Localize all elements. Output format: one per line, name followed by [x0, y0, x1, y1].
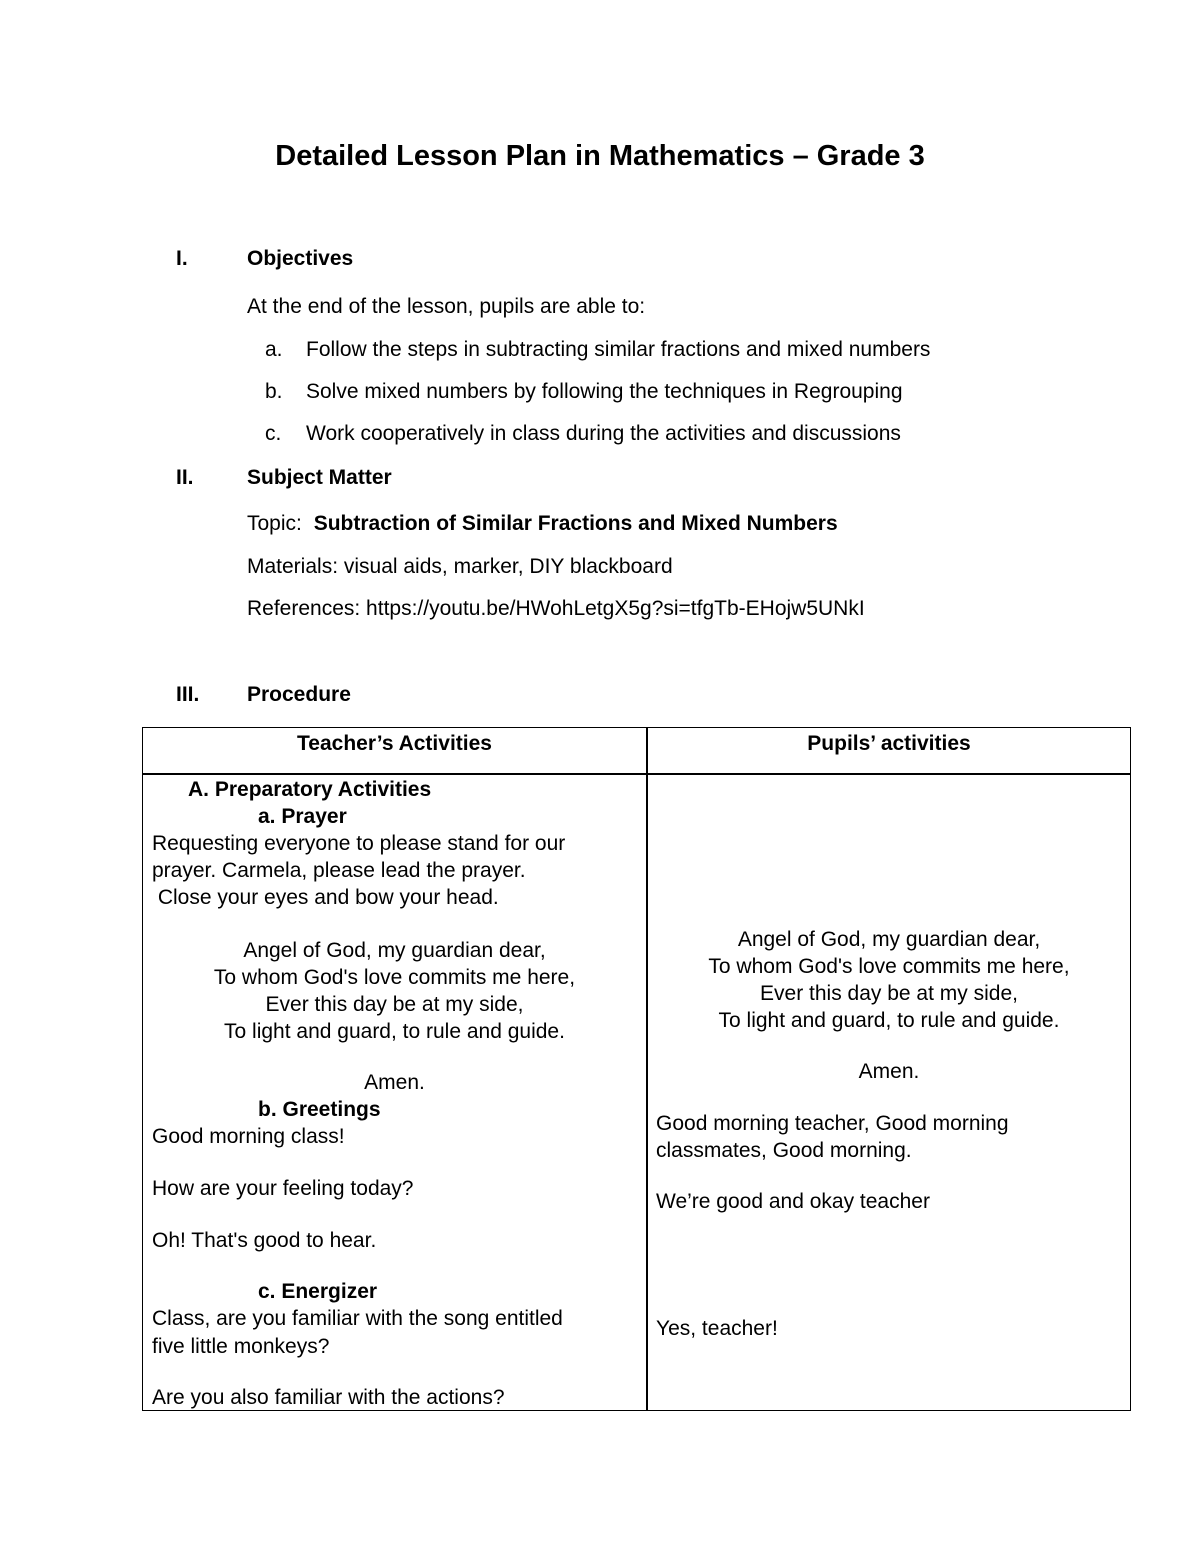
procedure-numeral: III.	[176, 683, 200, 706]
pupil-greeting-reply-line-1: Good morning teacher, Good morning	[656, 1112, 1009, 1135]
objective-letter-b: b.	[265, 380, 283, 403]
header-teacher-activities: Teacher’s Activities	[297, 732, 492, 755]
teacher-prayer-line-1: Angel of God, my guardian dear,	[243, 939, 546, 962]
teacher-good-to-hear: Oh! That's good to hear.	[152, 1229, 377, 1252]
objective-item-b: Solve mixed numbers by following the techniques in Regrouping	[306, 380, 903, 403]
actions-question: Are you also familiar with the actions?	[152, 1386, 505, 1409]
pupil-prayer-line-3: Ever this day be at my side,	[760, 982, 1018, 1005]
energizer-question-line-1: Class, are you familiar with the song entitled	[152, 1307, 563, 1330]
objectives-intro: At the end of the lesson, pupils are able to:	[247, 295, 646, 318]
procedure-table	[142, 727, 1131, 1411]
pupil-amen: Amen.	[858, 1060, 920, 1083]
teacher-prayer-line-4: To light and guard, to rule and guide.	[224, 1020, 565, 1043]
header-pupils-activities: Pupils’ activities	[807, 732, 971, 755]
materials-line: Materials: visual aids, marker, DIY blackboard	[247, 555, 673, 578]
pupil-prayer-line-1: Angel of God, my guardian dear,	[737, 928, 1041, 951]
references-line: References: https://youtu.be/HWohLetgX5g?si=tfgTb-EHojw5UNkI	[247, 597, 865, 620]
objective-letter-c: c.	[265, 422, 282, 445]
objective-letter-a: a.	[265, 338, 283, 361]
pupil-energizer-reply: Yes, teacher!	[656, 1317, 778, 1340]
pupil-greeting-reply-line-2: classmates, Good morning.	[656, 1139, 912, 1162]
objectives-numeral: I.	[176, 247, 188, 270]
teacher-greeting: Good morning class!	[152, 1125, 345, 1148]
objective-item-a: Follow the steps in subtracting similar fractions and mixed numbers	[306, 338, 931, 361]
subheading-prayer: a. Prayer	[258, 805, 347, 828]
teacher-amen: Amen.	[364, 1071, 425, 1094]
teacher-prayer-line-3: Ever this day be at my side,	[265, 993, 524, 1016]
subject-heading: Subject Matter	[247, 466, 392, 489]
subheading-greetings: b. Greetings	[258, 1098, 381, 1121]
topic-label: Topic:	[247, 512, 302, 535]
table-header-divider	[143, 773, 1130, 775]
topic-value: Subtraction of Similar Fractions and Mixed Numbers	[313, 512, 838, 535]
procedure-heading: Procedure	[247, 683, 351, 706]
pupil-prayer-line-2: To whom God's love commits me here,	[708, 955, 1070, 978]
prayer-request-line-2: prayer. Carmela, please lead the prayer.	[152, 859, 526, 882]
subheading-energizer: c. Energizer	[258, 1280, 378, 1303]
topic-line	[247, 512, 838, 536]
teacher-prayer-line-2: To whom God's love commits me here,	[213, 966, 576, 989]
subject-numeral: II.	[176, 466, 194, 489]
energizer-question-line-2: five little monkeys?	[152, 1335, 330, 1358]
section-preparatory-activities: A. Preparatory Activities	[188, 778, 432, 801]
teacher-feeling-question: How are your feeling today?	[152, 1177, 414, 1200]
prayer-request-line-3: Close your eyes and bow your head.	[152, 886, 499, 909]
prayer-request-line-1: Requesting everyone to please stand for our	[152, 832, 566, 855]
pupil-feeling-reply: We’re good and okay teacher	[656, 1190, 930, 1213]
pupil-prayer-line-4: To light and guard, to rule and guide.	[718, 1009, 1060, 1032]
objective-item-c: Work cooperatively in class during the activities and discussions	[306, 422, 901, 445]
page-title: Detailed Lesson Plan in Mathematics – Grade 3	[275, 140, 925, 172]
objectives-heading: Objectives	[247, 247, 354, 270]
